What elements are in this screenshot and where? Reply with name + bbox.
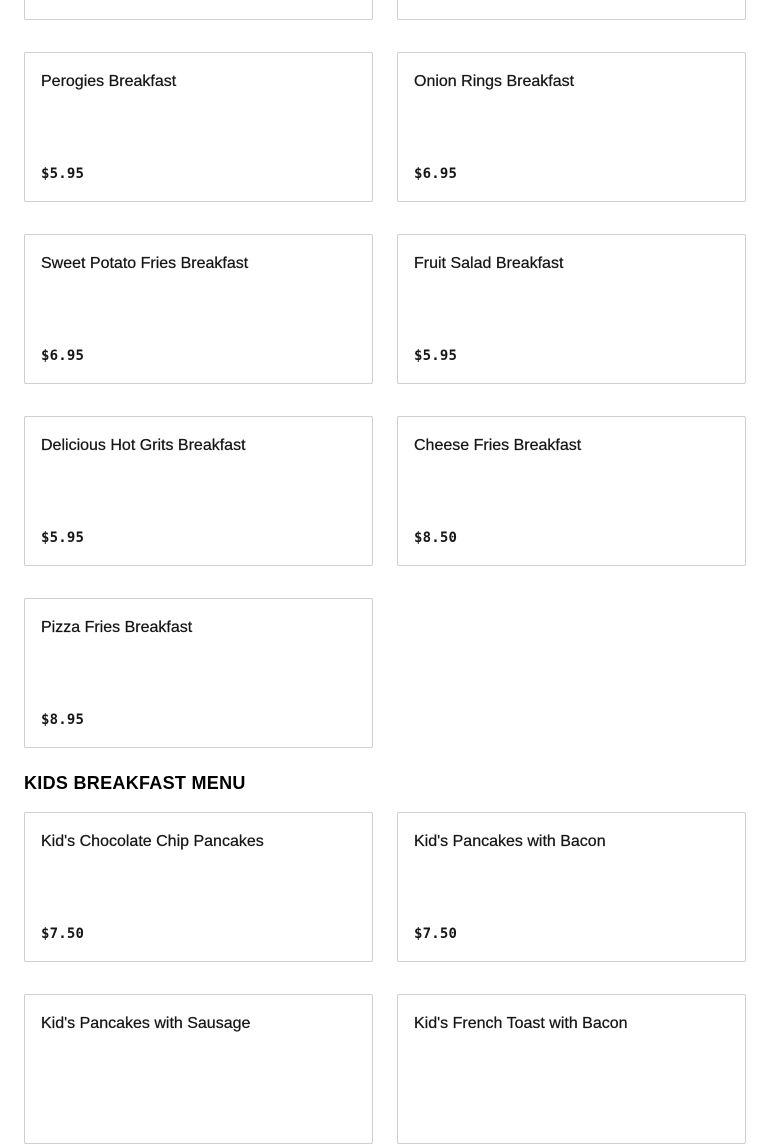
menu-item-price: $5.95 [41, 530, 85, 546]
menu-item-card[interactable] [397, 234, 746, 384]
menu-item-price: $7.50 [41, 926, 85, 942]
menu-item-card[interactable] [397, 812, 746, 962]
menu-item-price: $6.95 [41, 348, 85, 364]
menu-item-price: $5.95 [41, 166, 85, 182]
menu-item-price: $5.95 [414, 348, 458, 364]
menu-item-card-partial[interactable] [24, 0, 373, 20]
section-title-kids-breakfast: KIDS BREAKFAST MENU [24, 773, 246, 793]
menu-item-price: $6.95 [414, 166, 458, 182]
menu-item-name: Delicious Hot Grits Breakfast [41, 437, 246, 454]
menu-item-card[interactable] [24, 994, 373, 1144]
menu-item-card-partial[interactable] [397, 0, 746, 20]
menu-item-name: Kid's Chocolate Chip Pancakes [41, 833, 264, 850]
menu-item-card[interactable] [24, 52, 373, 202]
menu-item-price: $8.50 [414, 530, 458, 546]
menu-item-card[interactable] [24, 812, 373, 962]
menu-item-card[interactable] [24, 234, 373, 384]
menu-item-price: $7.50 [414, 926, 458, 942]
menu-item-name: Fruit Salad Breakfast [414, 255, 564, 272]
menu-item-name: Perogies Breakfast [41, 73, 177, 90]
menu-item-name: Sweet Potato Fries Breakfast [41, 255, 249, 272]
menu-item-name: Kid's French Toast with Bacon [414, 1015, 628, 1032]
menu-item-card[interactable] [397, 416, 746, 566]
menu-item-name: Kid's Pancakes with Bacon [414, 833, 606, 850]
menu-item-card[interactable] [397, 52, 746, 202]
menu-item-name: Cheese Fries Breakfast [414, 437, 582, 454]
menu-item-name: Kid's Pancakes with Sausage [41, 1015, 251, 1032]
menu-item-card[interactable] [24, 598, 373, 748]
menu-item-name: Onion Rings Breakfast [414, 73, 575, 90]
menu-item-price: $8.95 [41, 712, 85, 728]
menu-item-card[interactable] [24, 416, 373, 566]
menu-item-card[interactable] [397, 994, 746, 1144]
menu-item-name: Pizza Fries Breakfast [41, 619, 193, 636]
